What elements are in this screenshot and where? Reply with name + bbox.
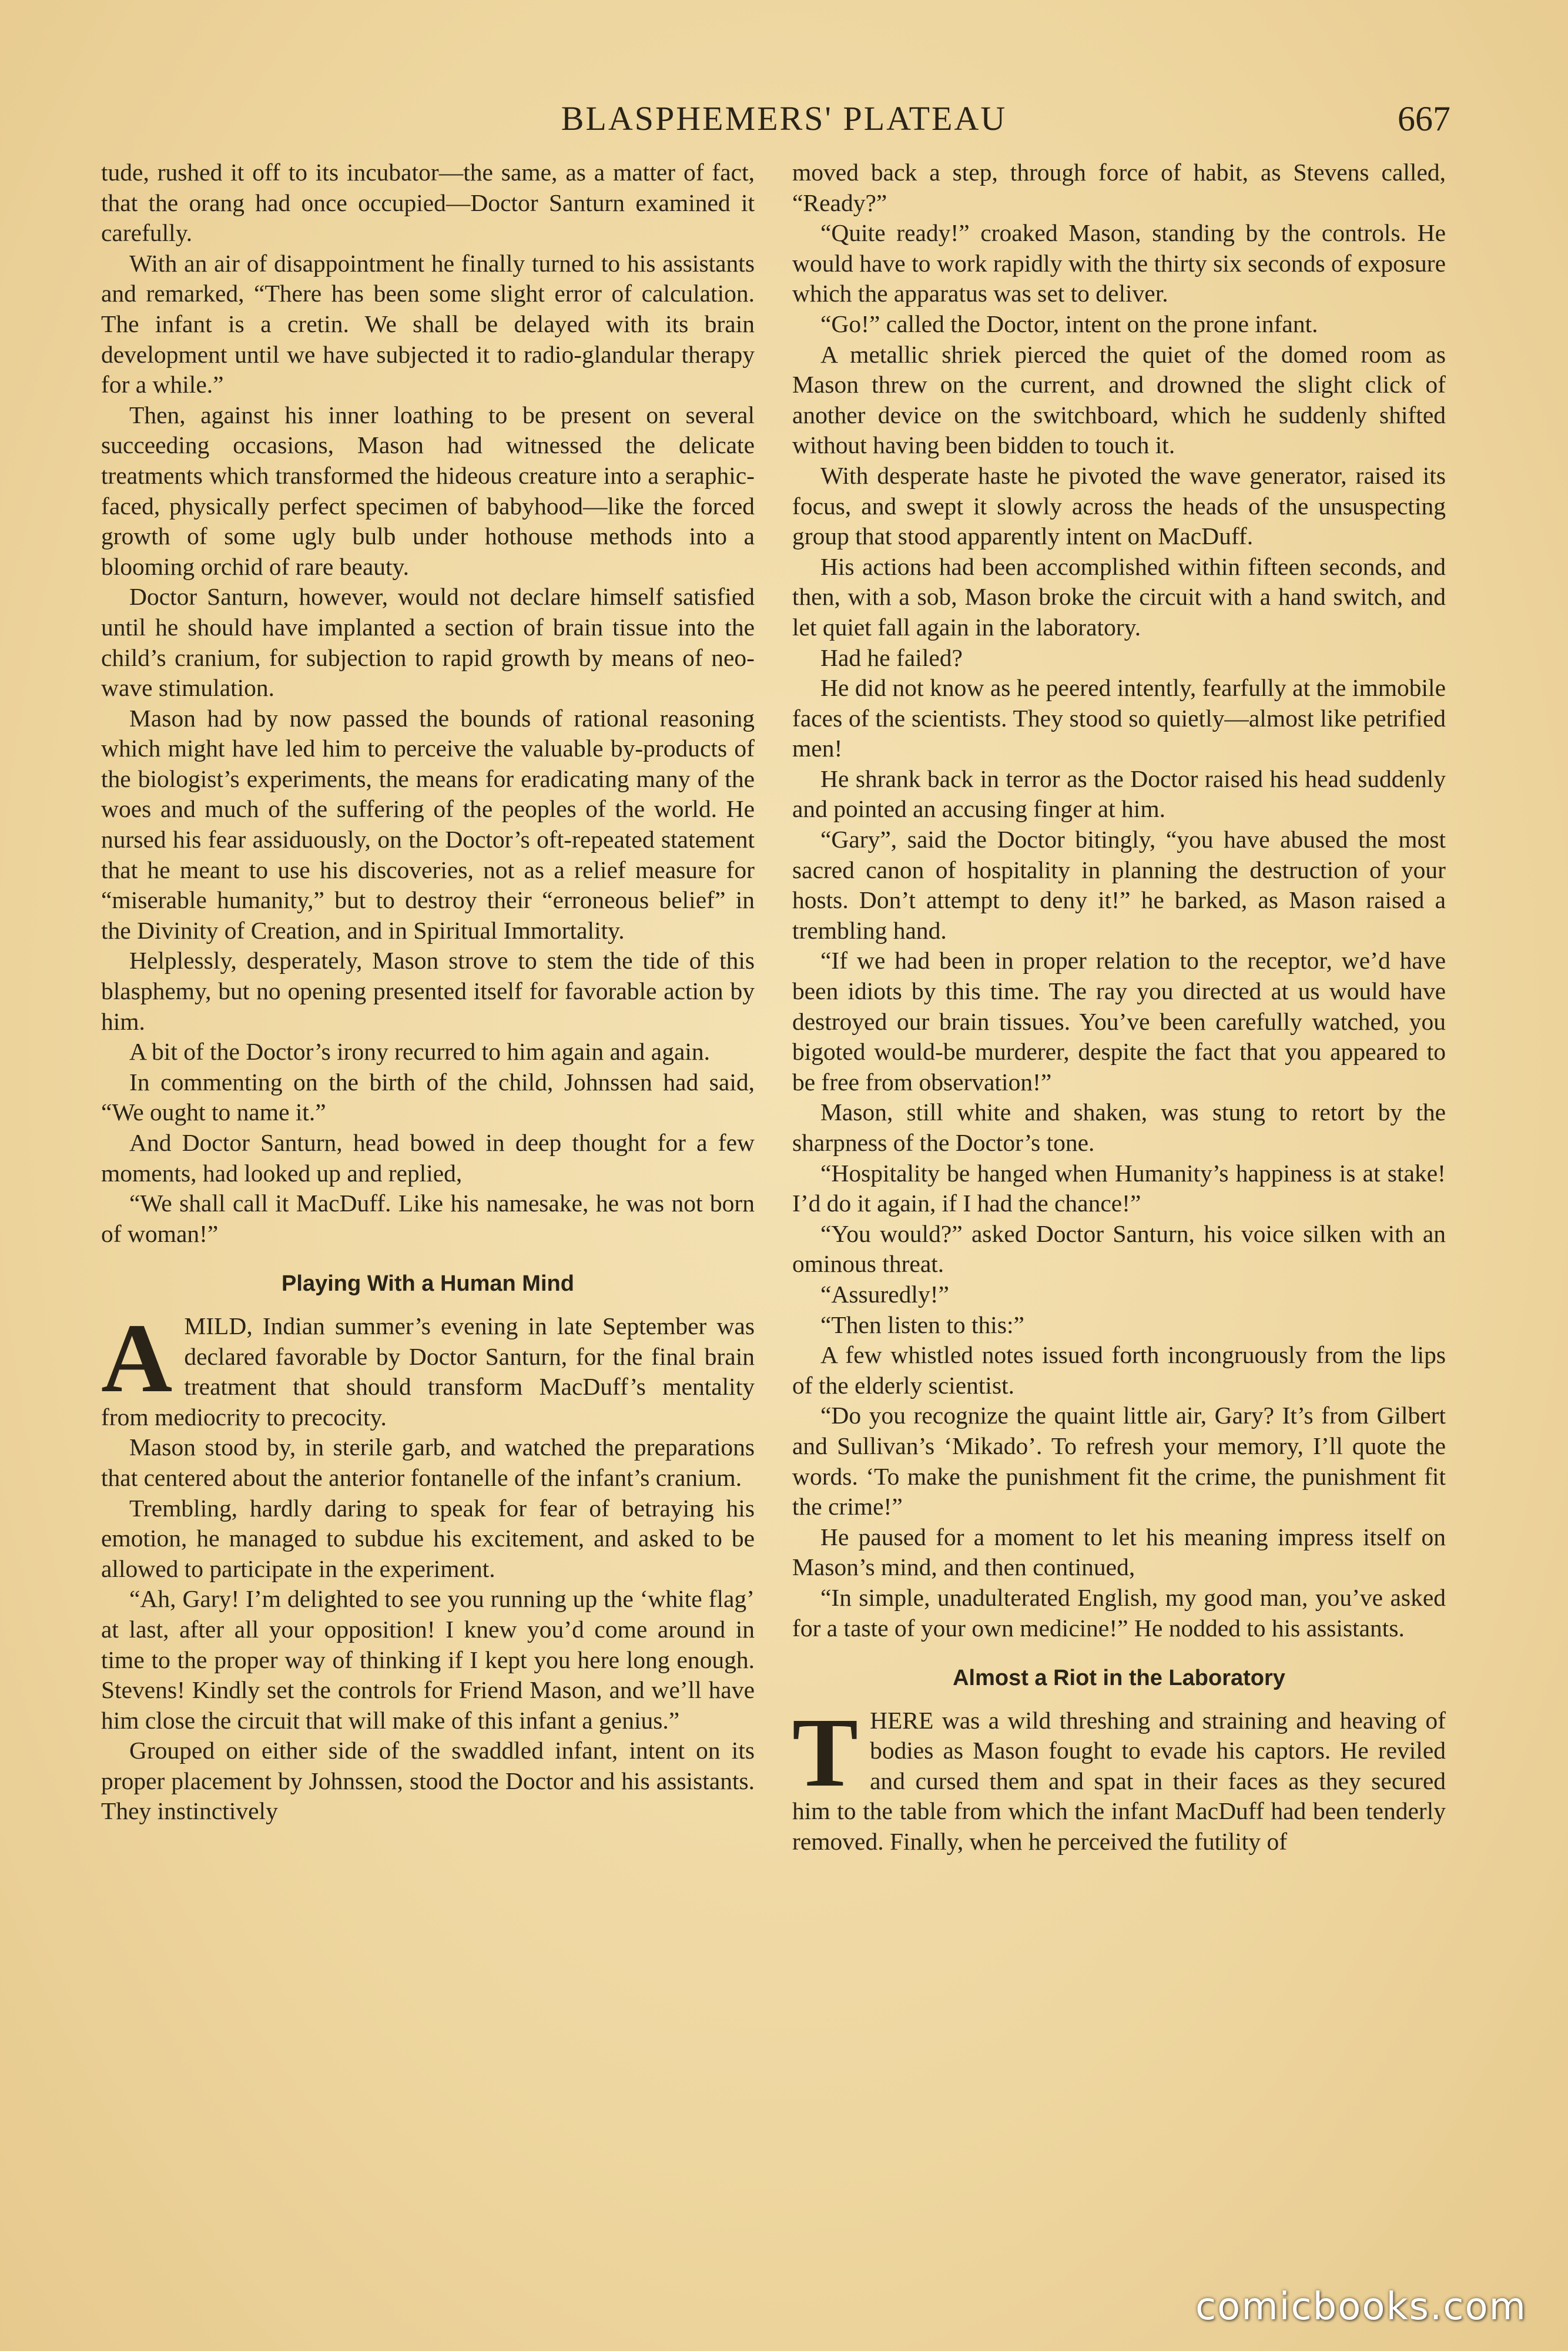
paragraph: And Doctor Santurn, head bowed in deep thought for a few moments, had looked up and replied, — [101, 1129, 755, 1187]
paragraph: Had he failed? — [820, 644, 963, 671]
page-number: 667 — [1398, 99, 1450, 138]
running-title: BLASPHEMERS' PLATEAU — [561, 99, 1007, 138]
paragraph: tude, rushed it off to its incubator—the same, as a matter of fact, that the orang had once occupied—Doctor Santurn examined it carefully. — [101, 159, 755, 247]
paragraph: His actions had been accomplished within fifteen seconds, and then, with a sob, Mason broke the circuit with a hand switch, and let quiet fall again in the laboratory. — [792, 552, 1446, 641]
paragraph: “Go!” called the Doctor, intent on the prone infant. — [820, 310, 1318, 337]
paragraph: moved back a step, through force of habit, as Stevens called, “Ready?” — [792, 159, 1446, 216]
paragraph: “Ah, Gary! I’m delighted to see you running up the ‘white flag’ at last, after all your opposition! I knew you’d come around in time to the proper way of thinking if I kept you here long enough. Stevens! Kindly set the controls for Friend Mason, and we’ll have him close the circuit that will make of this infant a genius.” — [101, 1585, 755, 1734]
section-heading: Almost a Riot in the Laboratory — [953, 1666, 1285, 1691]
paragraph: Mason had by now passed the bounds of rational reasoning which might have led him to perceive the valuable by-products of the biologist’s experiments, the means for eradicating many of the woes and much of the suffering of the peoples of the world. He nursed his fear assiduously, on the Doctor’s oft-repeated statement that he meant to use his discoveries, not as a relief measure for “miserable humanity,” but to destroy their “erroneous belief” in the Divinity of Creation, and in Spiritual Immortality. — [101, 704, 755, 944]
paragraph: With desperate haste he pivoted the wave generator, raised its focus, and swept it slowly across the heads of the unsuspecting group that stood apparently intent on MacDuff. — [792, 461, 1446, 550]
dropcap-paragraph-text: HERE was a wild threshing and straining and heaving of bodies as Mason fought to evade his captors. He reviled and cursed them and spat in their faces as they secured him to the table from which the infant MacDuff had been tenderly removed. Finally, when he perceived the futility of — [792, 1706, 1446, 1856]
paragraph: “Then listen to this:” — [820, 1311, 1024, 1338]
paragraph: “In simple, unadulterated English, my good man, you’ve asked for a taste of your own medicine!” He nodded to his assistants. — [792, 1583, 1446, 1642]
paragraph: In commenting on the birth of the child, Johnssen had said, “We ought to name it.” — [101, 1068, 755, 1126]
paragraph: “Assuredly!” — [820, 1280, 949, 1308]
drop-cap: A — [101, 1303, 173, 1413]
left-column — [101, 158, 755, 1827]
paragraph: With an air of disappointment he finally turned to his assistants and remarked, “There has been some slight error of calculation. The infant is a cretin. We shall be delayed with its brain development until we have subjected it to radio-glandular therapy for a while.” — [101, 249, 755, 398]
paragraph: A few whistled notes issued forth incongruously from the lips of the elderly scientist. — [792, 1341, 1446, 1399]
paragraph: “Gary”, said the Doctor bitingly, “you have abused the most sacred canon of hospitality in planning the destruction of your hosts. Don’t attempt to deny it!” he barked, as Mason raised a trembling hand. — [792, 826, 1446, 944]
paragraph: Doctor Santurn, however, would not declare himself satisfied until he should have implanted a section of brain tissue into the child’s cranium, for subjection to rapid growth by means of neo-wave stimulation. — [101, 583, 755, 702]
paragraph: “Do you recognize the quaint little air, Gary? It’s from Gilbert and Sullivan’s ‘Mikado’. To refresh your memory, I’ll quote the words. ‘To make the punishment fit the crime, the punishment fit the crime!” — [792, 1402, 1446, 1521]
paragraph: “You would?” asked Doctor Santurn, his voice silken with an ominous threat. — [792, 1220, 1446, 1278]
paragraph: “We shall call it MacDuff. Like his namesake, he was not born of woman!” — [101, 1190, 755, 1247]
dropcap-paragraph-text: MILD, Indian summer’s evening in late September was declared favorable by Doctor Santurn, for the final brain treatment that should transform MacDuff’s mentality from mediocrity to precocity. — [101, 1312, 755, 1431]
paragraph: “Hospitality be hanged when Humanity’s happiness is at stake! I’d do it again, if I had the chance!” — [792, 1159, 1446, 1217]
paragraph: He shrank back in terror as the Doctor raised his head suddenly and pointed an accusing finger at him. — [792, 765, 1446, 823]
paragraph: Helplessly, desperately, Mason strove to stem the tide of this blasphemy, but no opening presented itself for favorable action by him. — [101, 947, 755, 1035]
paragraph: Then, against his inner loathing to be present on several succeeding occasions, Mason had witnessed the delicate treatments which transformed the hideous creature into a seraphic-faced, physically perfect specimen of babyhood—like the forced growth of some ugly bulb under hothouse methods into a blooming orchid of rare beauty. — [101, 401, 755, 580]
paragraph: Grouped on either side of the swaddled infant, intent on its proper placement by Johnssen, stood the Doctor and his assistants. They instinctively — [101, 1737, 755, 1825]
running-head — [0, 99, 1568, 152]
paragraph: A bit of the Doctor’s irony recurred to him again and again. — [129, 1038, 711, 1066]
section-heading: Playing With a Human Mind — [282, 1271, 574, 1297]
paragraph: “Quite ready!” croaked Mason, standing by the controls. He would have to work rapidly with the thirty six seconds of exposure which the apparatus was set to deliver. — [792, 219, 1446, 307]
right-column — [792, 158, 1446, 1857]
paragraph: Mason stood by, in sterile garb, and watched the preparations that centered about the anterior fontanelle of the infant’s cranium. — [101, 1434, 755, 1491]
paragraph: “If we had been in proper relation to the receptor, we’d have been idiots by this time. The ray you directed at us would have destroyed our brain tissues. You’ve been carefully watched, you bigoted would-be murderer, despite the fact that you appeared to be free from observation!” — [792, 947, 1446, 1096]
paragraph: He paused for a moment to let his meaning impress itself on Mason’s mind, and then continued, — [792, 1523, 1446, 1581]
paragraph: Mason, still white and shaken, was stung to retort by the sharpness of the Doctor’s tone. — [792, 1099, 1446, 1156]
paragraph: A metallic shriek pierced the quiet of the domed room as Mason threw on the current, and drowned the slight click of another device on the switchboard, which he suddenly shifted without having been bidden to touch it. — [792, 340, 1446, 459]
drop-cap: T — [792, 1697, 859, 1807]
dropcap-paragraph — [101, 1303, 755, 1432]
paragraph: Trembling, hardly daring to speak for fear of betraying his emotion, he managed to subdue his excitement, and asked to be allowed to participate in the experiment. — [101, 1494, 755, 1582]
watermark-logo: comicbooks.com — [1195, 2285, 1527, 2329]
dropcap-paragraph — [792, 1697, 1446, 1857]
paragraph: He did not know as he peered intently, fearfully at the immobile faces of the scientists. They stood so quietly—almost like petrified men! — [792, 674, 1446, 762]
